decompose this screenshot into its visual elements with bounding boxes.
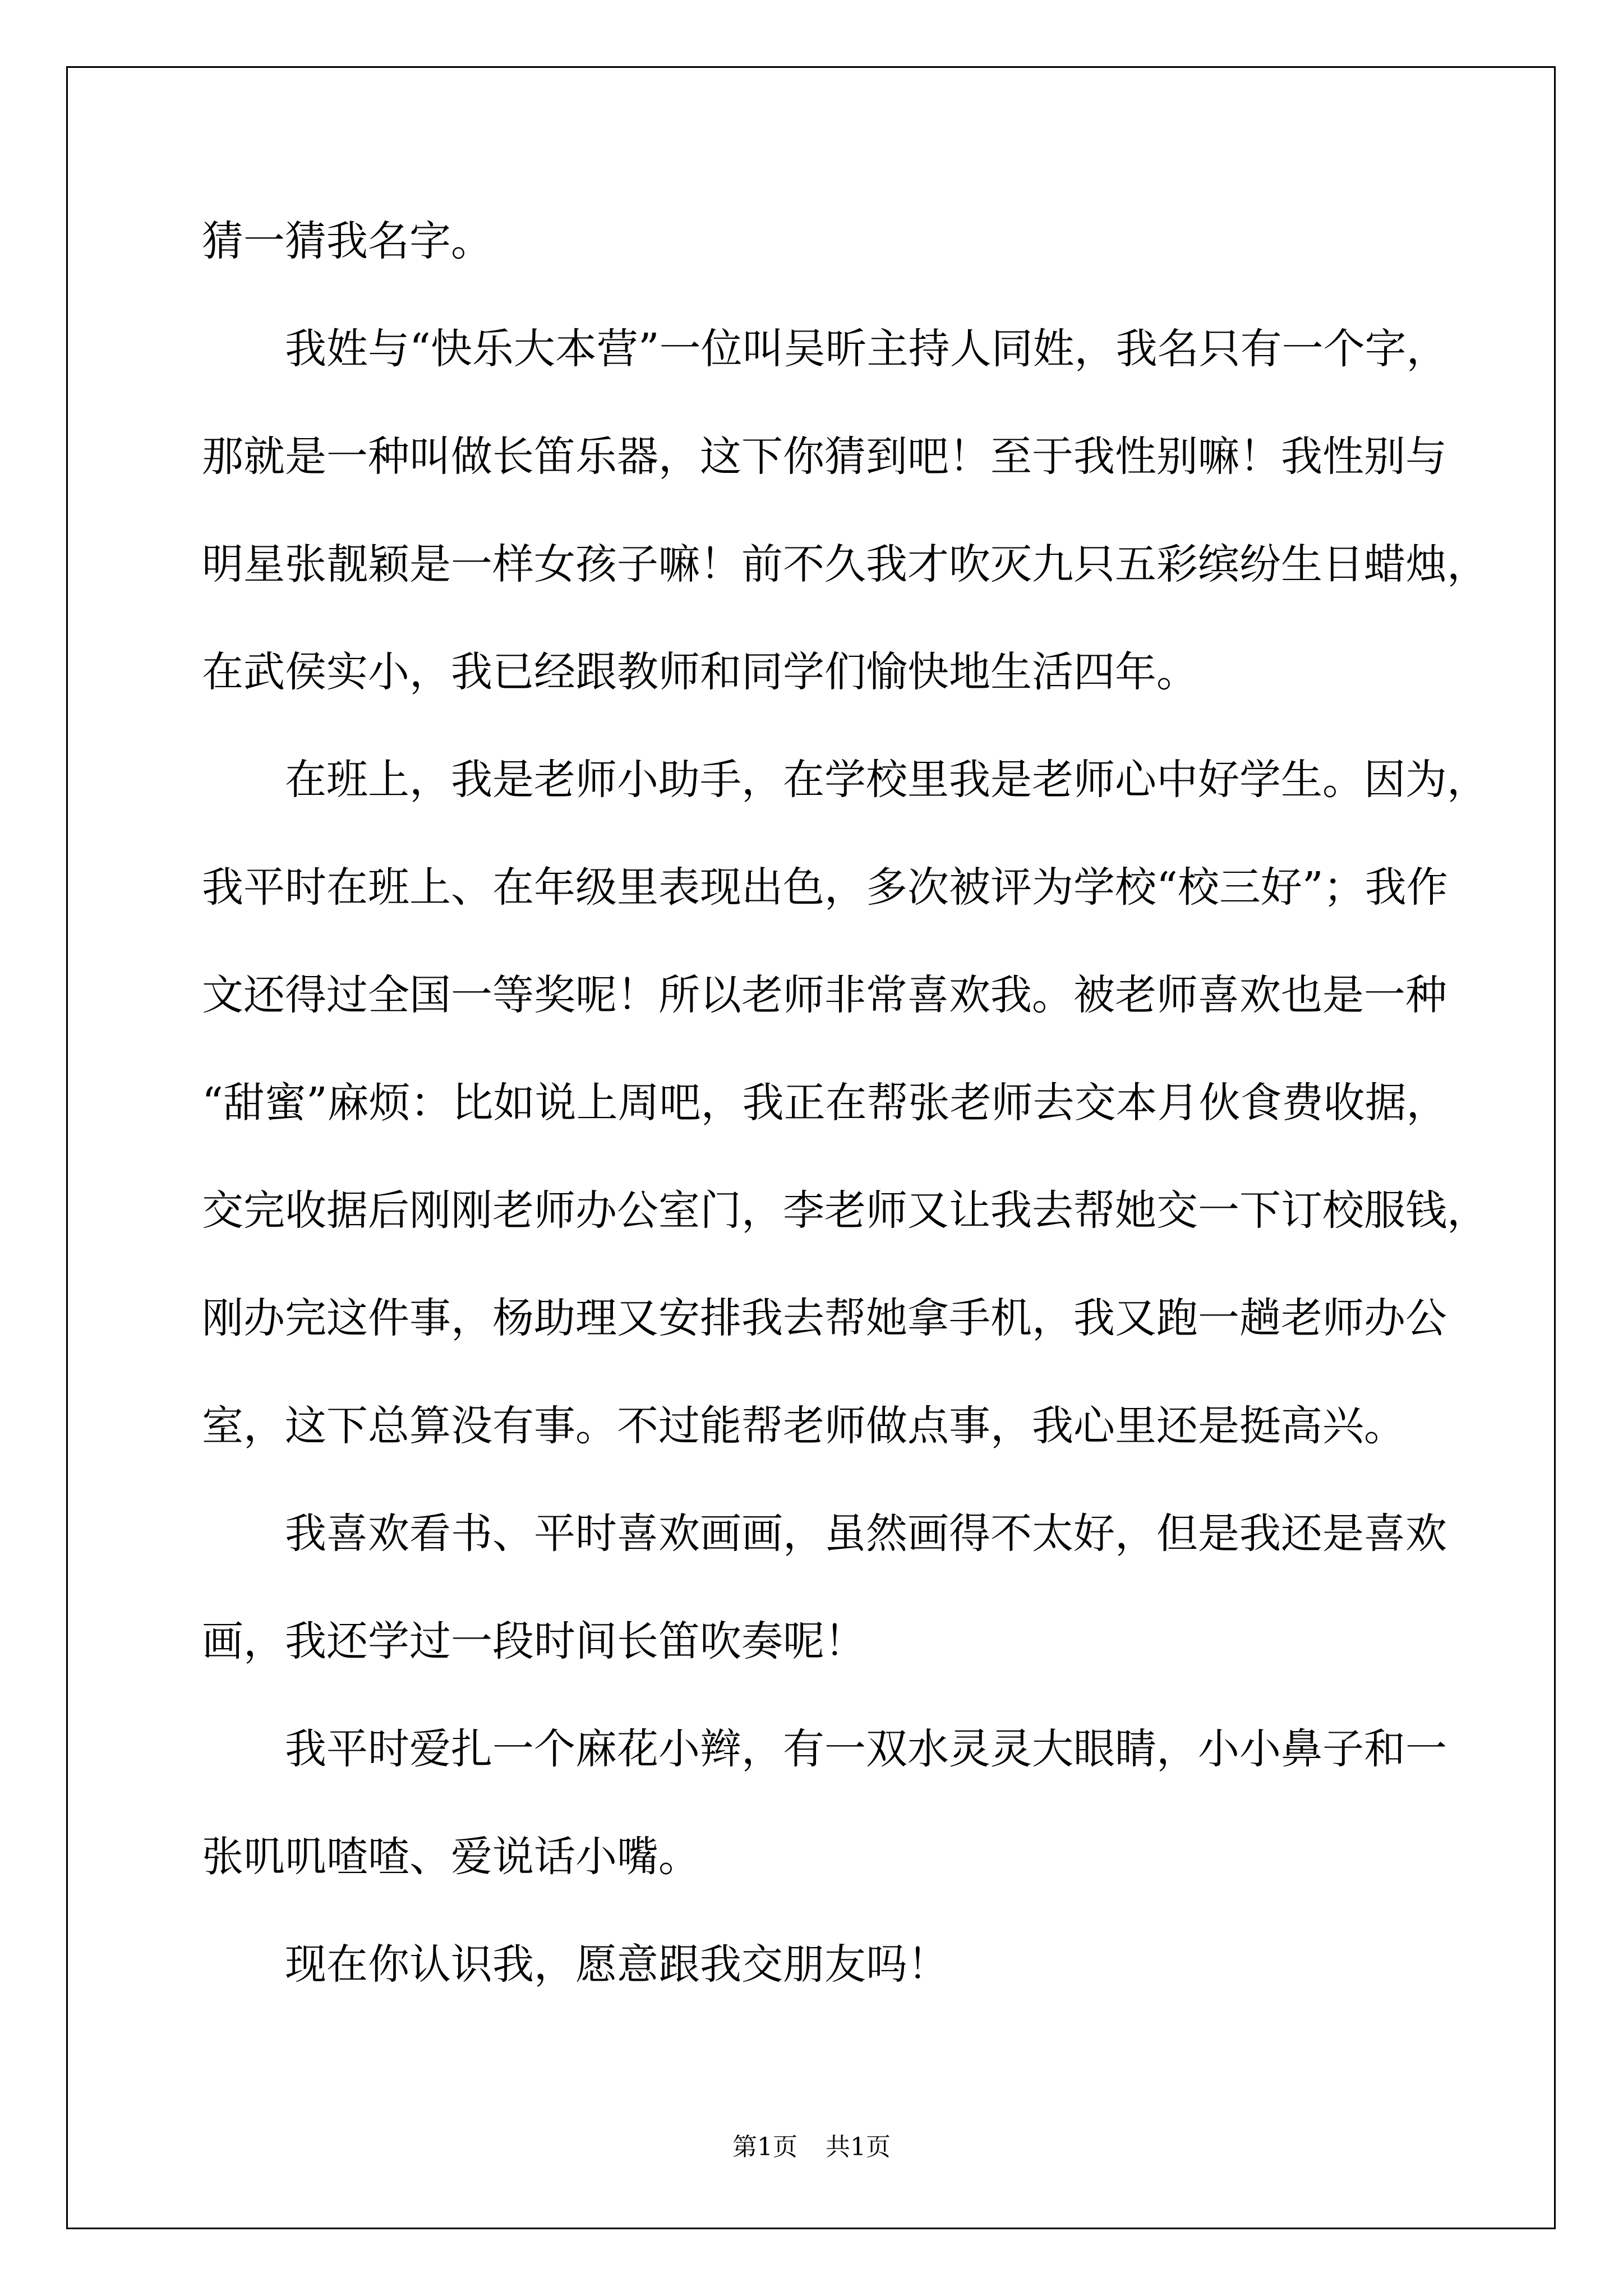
text-line: 在班上，我是老师小助手，在学校里我是老师心中好学生。因为， (285, 756, 1488, 804)
text-line: 在武侯实小，我已经跟教师和同学们愉快地生活四年。 (202, 648, 1198, 696)
text-line: 文还得过全国一等奖呢！所以老师非常喜欢我。被老师喜欢也是一种 (202, 971, 1447, 1019)
document-body (202, 213, 1488, 2044)
text-line: 猜一猜我名字。 (202, 217, 492, 265)
text-line: 室，这下总算没有事。不过能帮老师做点事，我心里还是挺高兴。 (202, 1402, 1405, 1450)
text-line: 我姓与“快乐大本营”一位叫吴昕主持人同姓，我名只有一个字， (285, 325, 1448, 373)
text-line: 我喜欢看书、平时喜欢画画，虽然画得不太好，但是我还是喜欢 (285, 1510, 1447, 1558)
page-footer (0, 2131, 1623, 2164)
text-line: 那就是一种叫做长笛乐器，这下你猜到吧！至于我性别嘛！我性别与 (202, 432, 1447, 481)
page-total: 共1页 (826, 2133, 891, 2161)
page-number: 第1页 (732, 2133, 797, 2161)
text-line: 刚办完这件事，杨助理又安排我去帮她拿手机，我又跑一趟老师办公 (202, 1294, 1447, 1342)
text-line: 现在你认识我，愿意跟我交朋友吗！ (285, 1940, 949, 1989)
text-line: 我平时在班上、在年级里表现出色，多次被评为学校“校三好”；我作 (202, 863, 1448, 912)
text-line: 张叽叽喳喳、爱说话小嘴。 (202, 1833, 700, 1881)
text-line: 交完收据后刚刚老师办公室门，李老师又让我去帮她交一下订校服钱， (202, 1186, 1488, 1235)
text-line: 画，我还学过一段时间长笛吹奏呢！ (202, 1617, 866, 1665)
text-line: “甜蜜”麻烦：比如说上周吧，我正在帮张老师去交本月伙食费收据， (202, 1079, 1448, 1127)
text-line: 明星张靓颖是一样女孩子嘛！前不久我才吹灭九只五彩缤纷生日蜡烛， (202, 540, 1488, 588)
text-line: 我平时爱扎一个麻花小辫，有一双水灵灵大眼睛，小小鼻子和一 (285, 1725, 1447, 1773)
